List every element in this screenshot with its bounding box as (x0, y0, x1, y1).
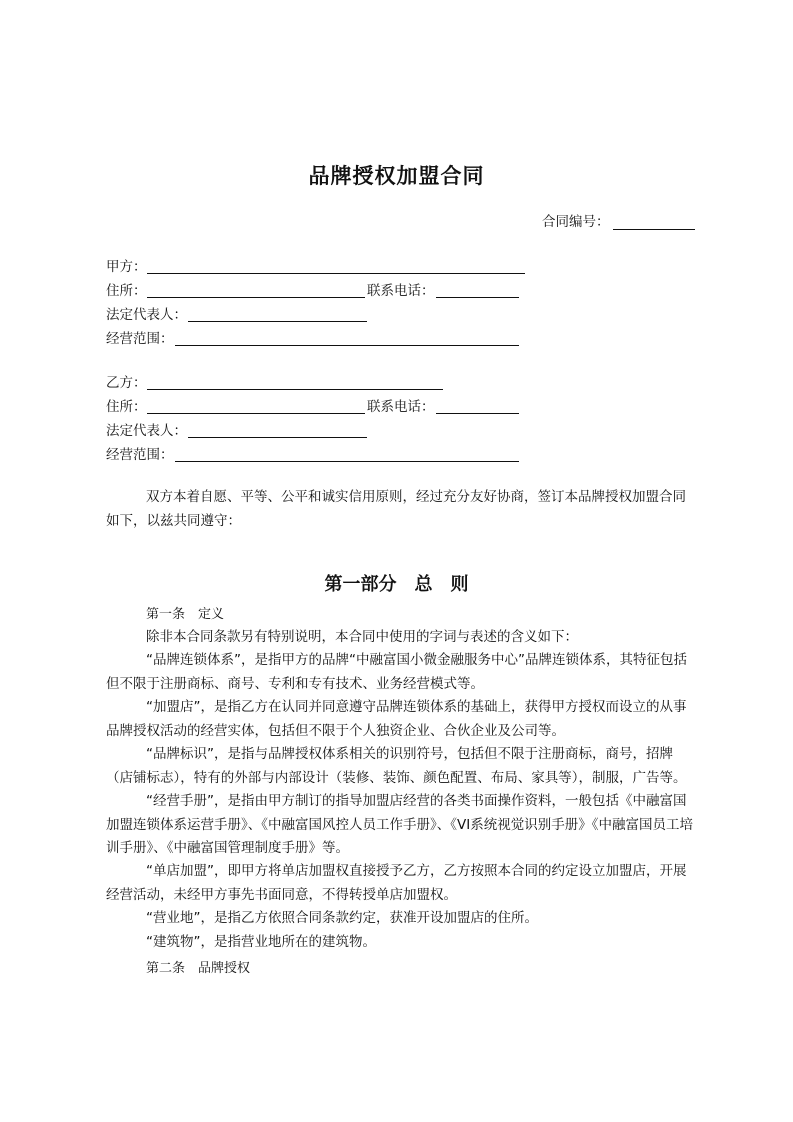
party-a-address-label: 住所： (106, 283, 147, 299)
definition-brand-identity: “品牌标识”，是指与品牌授权体系相关的识别符号，包括但不限于注册商标，商号，招牌（店铺标志），特有的外部与内部设计（装修、装饰、颜色配置、布局、家具等），制服，广告等。 (106, 746, 687, 786)
party-b-rep-field[interactable] (188, 437, 367, 438)
party-b-phone-label: 联系电话： (367, 399, 435, 415)
definition-brand-chain: “品牌连锁体系”，是指甲方的品牌“中融富国小微金融服务中心”品牌连锁体系，其特征包括但不限于注册商标、商号、专利和专有技术、业务经营模式等。 (106, 652, 687, 692)
party-a-rep-field[interactable] (188, 321, 367, 322)
party-b-name-label: 乙方： (106, 375, 147, 391)
definition-operations-manual: “经营手册”，是指由甲方制订的指导加盟店经营的各类书面操作资料，一般包括《中融富国加盟连锁体系运营手册》、《中融富国风控人员工作手册》、《VI系统视觉识别手册》《中融富国员工培训手册》、《中融富国管理制度手册》等。 (106, 793, 693, 856)
definition-building: “建筑物”，是指营业地所在的建筑物。 (146, 934, 376, 950)
party-b-name-field[interactable] (147, 389, 443, 390)
party-b-scope-label: 经营范围： (106, 447, 174, 463)
party-a-name-field[interactable] (147, 273, 525, 274)
part-one-title: 第一部分 总 则 (324, 574, 469, 595)
article-1-intro: 除非本合同条款另有特别说明，本合同中使用的字词与表述的含义如下： (146, 629, 578, 645)
definition-single-store: “单店加盟”，即甲方将单店加盟权直接授予乙方，乙方按照本合同的约定设立加盟店，开展经营活动，未经甲方事先书面同意，不得转授单店加盟权。 (106, 863, 687, 903)
contract-number-label: 合同编号： (542, 214, 610, 230)
party-a-phone-field[interactable] (436, 297, 519, 298)
document-title: 品牌授权加盟合同 (308, 163, 485, 188)
party-a-rep-label: 法定代表人： (106, 307, 187, 323)
party-a-scope-label: 经营范围： (106, 331, 174, 347)
party-a-scope-field[interactable] (175, 345, 519, 346)
article-2-heading: 第二条 品牌授权 (146, 961, 251, 976)
party-b-address-label: 住所： (106, 399, 147, 415)
definition-franchise-store: “加盟店”，是指乙方在认同并同意遵守品牌连锁体系的基础上，获得甲方授权而设立的从事品牌授权活动的经营实体，包括但不限于个人独资企业、合伙企业及公司等。 (106, 699, 687, 739)
party-a-phone-label: 联系电话： (367, 283, 435, 299)
party-b-phone-field[interactable] (436, 413, 519, 414)
party-a-address-field[interactable] (147, 297, 365, 298)
article-1-heading: 第一条 定义 (146, 607, 225, 622)
party-b-rep-label: 法定代表人： (106, 423, 187, 439)
party-a-name-label: 甲方： (106, 259, 147, 275)
intro-paragraph: 双方本着自愿、平等、公平和诚实信用原则，经过充分友好协商，签订本品牌授权加盟合同如下，以兹共同遵守： (106, 489, 686, 529)
definition-business-premises: “营业地”，是指乙方依照合同条款约定，获准开设加盟店的住所。 (146, 910, 538, 926)
contract-number-field[interactable] (613, 229, 695, 230)
party-b-scope-field[interactable] (175, 461, 519, 462)
party-b-address-field[interactable] (147, 413, 365, 414)
